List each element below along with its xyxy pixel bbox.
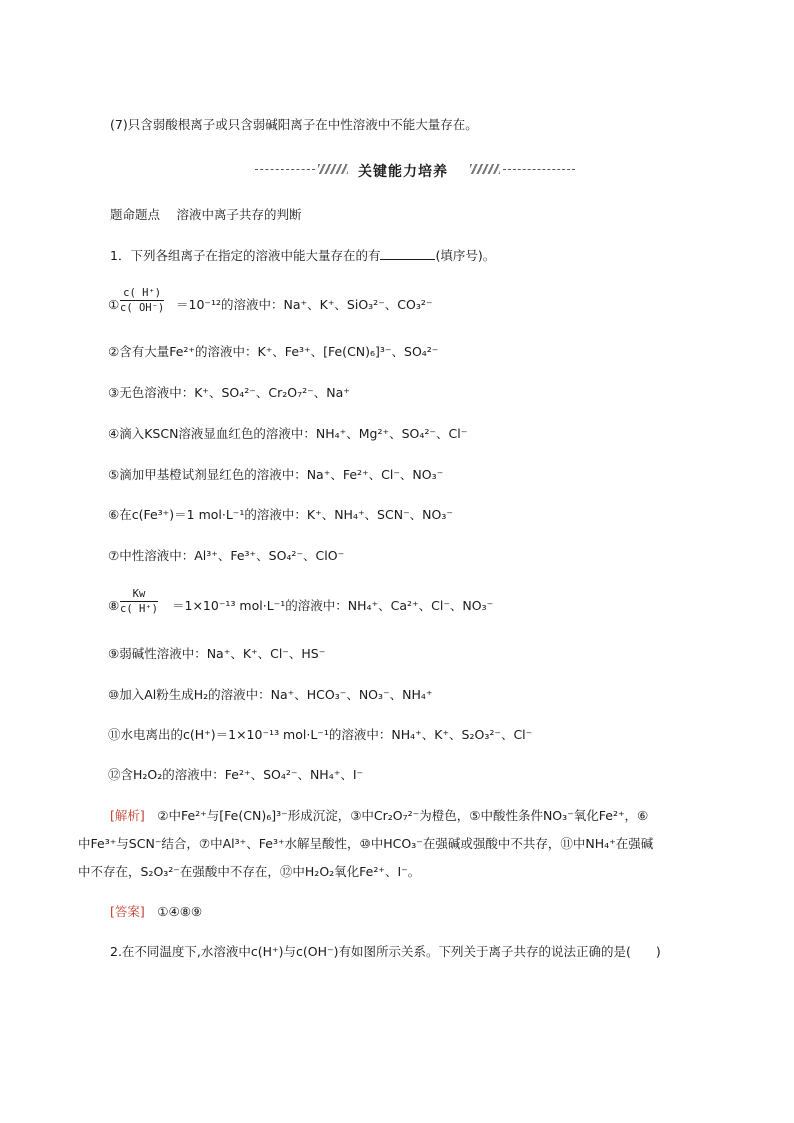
item-1-fraction: [120, 287, 164, 314]
item-1-text: ＝10⁻¹²的溶液中：Na⁺、K⁺、SiO₃²⁻、CO₃²⁻: [176, 297, 433, 312]
item-4: ④滴入KSCN溶液显血红色的溶液中：NH₄⁺、Mg²⁺、SO₄²⁻、Cl⁻: [108, 426, 468, 441]
question1-stem-before: 1．下列各组离子在指定的溶液中能大量存在的有: [110, 248, 381, 263]
banner-left-line: [255, 169, 315, 171]
question1-stem-after: (填序号)。: [435, 248, 496, 263]
item-11: ⑪水电离出的c(H⁺)＝1×10⁻¹³ mol·L⁻¹的溶液中：NH₄⁺、K⁺、S₂O₃²⁻、Cl⁻: [108, 727, 533, 742]
item-8-fraction: [120, 588, 158, 615]
answer-blank: [380, 247, 435, 260]
item-5: ⑤滴加甲基橙试剂显红色的溶液中：Na⁺、Fe²⁺、Cl⁻、NO₃⁻: [108, 467, 444, 482]
banner-right-stripes: [470, 164, 500, 174]
item-8-text: ＝1×10⁻¹³ mol·L⁻¹的溶液中：NH₄⁺、Ca²⁺、Cl⁻、NO₃⁻: [172, 598, 494, 613]
item-8-denominator: c( H⁺): [120, 603, 158, 615]
answer-line: [110, 904, 202, 920]
topic-heading: [110, 207, 302, 223]
question1-stem: [110, 247, 495, 264]
analysis-text-1: ②中Fe²⁺与[Fe(CN)₆]³⁻形成沉淀，③中Cr₂O₇²⁻为橙色，⑤中酸性条件NO₃⁻氧化Fe²⁺，⑥: [157, 808, 649, 823]
analysis-line-2: 中Fe³⁺与SCN⁻结合，⑦中Al³⁺、Fe³⁺水解呈酸性，⑩中HCO₃⁻在强碱或强酸中不共存，⑪中NH₄⁺在强碱: [78, 836, 654, 851]
item-8-numerator: Kw: [120, 588, 158, 602]
analysis-line-1: [110, 808, 648, 824]
item-2: ②含有大量Fe²⁺的溶液中：K⁺、Fe³⁺、[Fe(CN)₆]³⁻、SO₄²⁻: [108, 344, 439, 359]
item-10: ⑩加入Al粉生成H₂的溶液中：Na⁺、HCO₃⁻、NO₃⁻、NH₄⁺: [108, 687, 433, 702]
banner-left-stripes: [318, 164, 348, 174]
item-1-marker: ①: [108, 297, 120, 312]
item-9: ⑨弱碱性溶液中：Na⁺、K⁺、Cl⁻、HS⁻: [108, 646, 326, 661]
banner-title: 关键能力培养: [358, 164, 448, 180]
analysis-label: [解析]: [110, 808, 145, 823]
banner-right-line: [503, 169, 575, 171]
intro-line: (7)只含弱酸根离子或只含弱碱阳离子在中性溶液中不能大量存在。: [110, 117, 478, 132]
answer-label: [答案]: [110, 904, 145, 919]
item-3: ③无色溶液中：K⁺、SO₄²⁻、Cr₂O₇²⁻、Na⁺: [108, 385, 350, 400]
item-8-marker: ⑧: [108, 598, 120, 613]
question2-stem: 2.在不同温度下,水溶液中c(H⁺)与c(OH⁻)有如图所示关系。下列关于离子共存的说法正确的是( ): [110, 944, 661, 959]
item-12: ⑫含H₂O₂的溶液中：Fe²⁺、SO₄²⁻、NH₄⁺、I⁻: [108, 767, 364, 782]
analysis-line-3: 中不存在，S₂O₃²⁻在强酸中不存在，⑫中H₂O₂氧化Fe²⁺、I⁻。: [78, 864, 421, 879]
topic-title: 溶液中离子共存的判断: [176, 207, 302, 222]
item-6: ⑥在c(Fe³⁺)＝1 mol·L⁻¹的溶液中：K⁺、NH₄⁺、SCN⁻、NO₃⁻: [108, 507, 453, 522]
item-1-numerator: c( H⁺): [120, 287, 164, 301]
topic-label: 题命题点: [110, 207, 161, 222]
item-7: ⑦中性溶液中：Al³⁺、Fe³⁺、SO₄²⁻、ClO⁻: [108, 548, 345, 563]
answer-value: ①④⑧⑨: [157, 904, 203, 919]
item-1-denominator: c( OH⁻): [120, 302, 165, 314]
